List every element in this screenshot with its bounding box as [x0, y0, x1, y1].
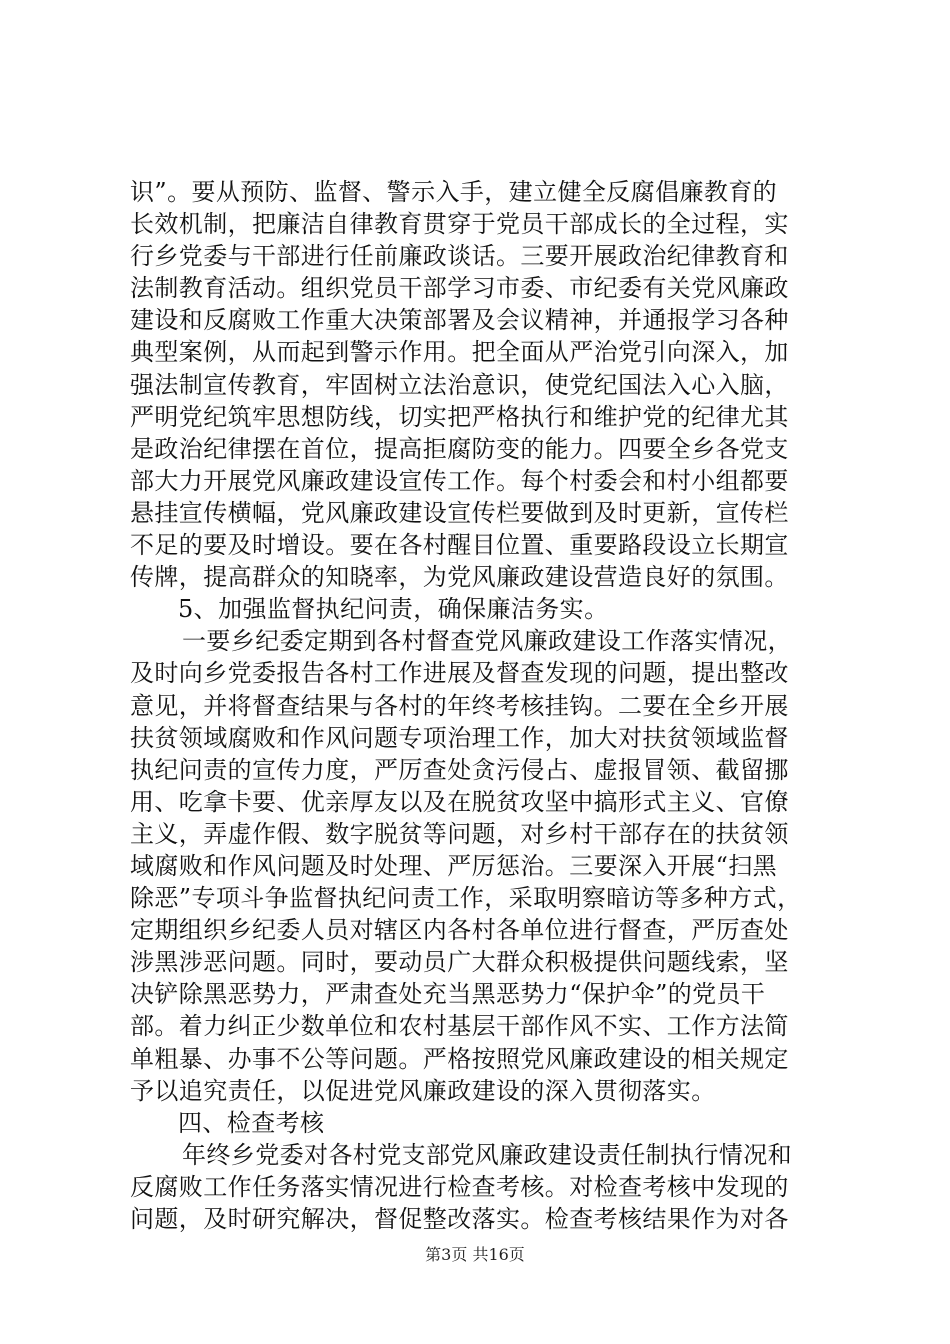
text-line: 反腐败工作任务落实情况进行检查考核。对检查考核中发现的 — [130, 1172, 789, 1201]
text-line: 涉黑涉恶问题。同时，要动员广大群众积极提供问题线索，坚 — [130, 948, 789, 977]
text-line: 执纪问责的宣传力度，严厉查处贪污侵占、虚报冒领、截留挪 — [130, 755, 789, 784]
text-line: 扶贫领域腐败和作风问题专项治理工作，加大对扶贫领域监督 — [130, 723, 789, 752]
text-line: 问题，及时研究解决，督促整改落实。检查考核结果作为对各 — [130, 1205, 789, 1233]
text-line: 强法制宣传教育，牢固树立法治意识，使党纪国法入心入脑， — [130, 370, 789, 399]
text-line: 定期组织乡纪委人员对辖区内各村各单位进行督查，严厉查处 — [130, 916, 789, 945]
text-line: 传牌，提高群众的知晓率，为党风廉政建设营造良好的氛围。 — [130, 563, 789, 592]
text-line: 用、吃拿卡要、优亲厚友以及在脱贫攻坚中搞形式主义、官僚 — [130, 787, 789, 816]
page-number-footer: 第3页 共16页 — [425, 1245, 525, 1264]
text-line: 决铲除黑恶势力，严肃查处充当黑恶势力“保护伞”的党员干 — [130, 980, 766, 1009]
text-line: 识”。要从预防、监督、警示入手，建立健全反腐倡廉教育的 — [130, 178, 778, 206]
text-line: 域腐败和作风问题及时处理、严厉惩治。三要深入开展“扫黑 — [130, 851, 778, 880]
text-line: 部。着力纠正少数单位和农村基层干部作风不实、工作方法简 — [130, 1012, 789, 1041]
text-line: 不足的要及时增设。要在各村醒目位置、重要路段设立长期宣 — [130, 531, 789, 560]
body-text — [130, 176, 830, 1235]
text-line: 法制教育活动。组织党员干部学习市委、市纪委有关党风廉政 — [130, 274, 789, 303]
text-line: 严明党纪筑牢思想防线，切实把严格执行和维护党的纪律尤其 — [130, 402, 789, 431]
text-line: 部大力开展党风廉政建设宣传工作。每个村委会和村小组都要 — [130, 466, 789, 495]
section-heading: 四、检查考核 — [178, 1108, 325, 1137]
text-line: 建设和反腐败工作重大决策部署及会议精神，并通报学习各种 — [130, 306, 789, 335]
text-line: 意见，并将督查结果与各村的年终考核挂钩。二要在全乡开展 — [130, 691, 789, 720]
text-line: 予以追究责任，以促进党风廉政建设的深入贯彻落实。 — [130, 1076, 716, 1105]
text-line: 单粗暴、办事不公等问题。严格按照党风廉政建设的相关规定 — [130, 1044, 789, 1073]
paragraph-start: 年终乡党委对各村党支部党风廉政建设责任制执行情况和 — [182, 1140, 792, 1169]
text-line: 典型案例，从而起到警示作用。把全面从严治党引向深入，加 — [130, 338, 789, 367]
paragraph-start: 一要乡纪委定期到各村督查党风廉政建设工作落实情况， — [182, 627, 792, 656]
text-line: 及时向乡党委报告各村工作进展及督查发现的问题，提出整改 — [130, 659, 789, 688]
text-line: 悬挂宣传横幅，党风廉政建设宣传栏要做到及时更新，宣传栏 — [130, 498, 789, 527]
text-line: 主义，弄虚作假、数字脱贫等问题，对乡村干部存在的扶贫领 — [130, 819, 789, 848]
text-line: 长效机制，把廉洁自律教育贯穿于党员干部成长的全过程，实 — [130, 210, 789, 239]
text-line: 行乡党委与干部进行任前廉政谈话。三要开展政治纪律教育和 — [130, 242, 789, 271]
section-heading: 5、加强监督执纪问责，确保廉洁务实。 — [178, 595, 609, 624]
text-line: 是政治纪律摆在首位，提高拒腐防变的能力。四要全乡各党支 — [130, 434, 789, 463]
text-line: 除恶”专项斗争监督执纪问责工作，采取明察暗访等多种方式， — [130, 884, 802, 913]
